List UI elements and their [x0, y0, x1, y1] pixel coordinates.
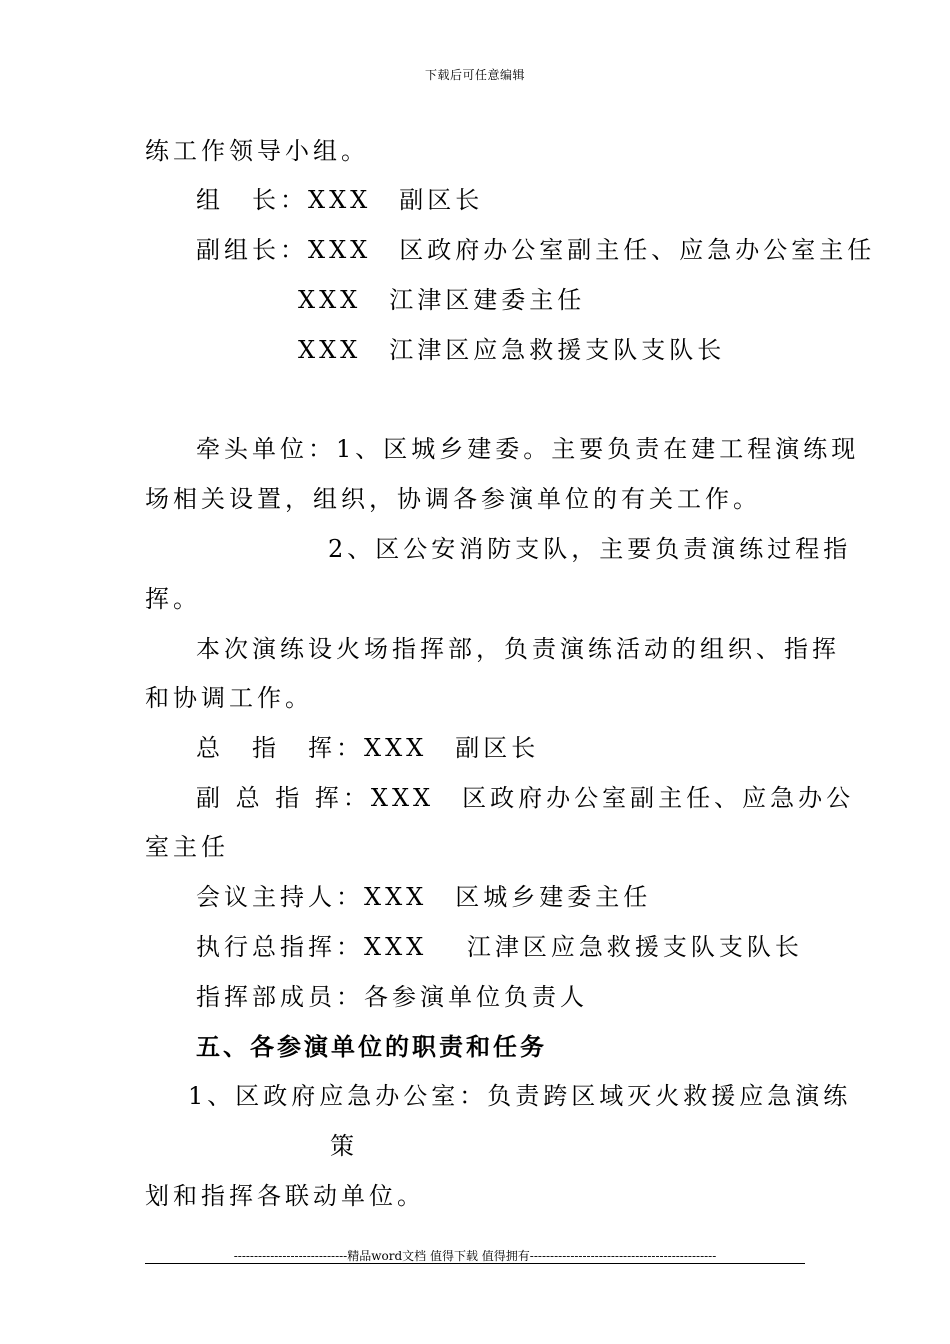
- text-line: XXX 江津区建委主任: [298, 286, 586, 314]
- page-header: 下载后可任意编辑: [424, 68, 525, 82]
- text-line: XXX 江津区应急救援支队支队长: [298, 336, 726, 364]
- text-line: 1、区政府应急办公室：负责跨区域灭火救援应急演练: [188, 1082, 852, 1110]
- text-line: 室主任: [145, 833, 229, 861]
- section-heading: 五、各参演单位的职责和任务: [196, 1032, 547, 1061]
- text-line: 副 总 指 挥：XXX 区政府办公室副主任、应急办公: [196, 784, 855, 812]
- text-line: 2、区公安消防支队，主要负责演练过程指: [328, 535, 852, 563]
- text-line: 本次演练设火场指挥部，负责演练活动的组织、指挥: [196, 635, 840, 663]
- footer-rule: [145, 1263, 805, 1264]
- text-line: 总 指 挥：XXX 副区长: [196, 734, 540, 762]
- text-line: 场相关设置，组织，协调各参演单位的有关工作。: [145, 485, 761, 513]
- text-line: 组 长：XXX 副区长: [196, 186, 484, 214]
- text-line: 和协调工作。: [145, 684, 313, 712]
- text-line: 会议主持人：XXX 区城乡建委主任: [196, 883, 652, 911]
- text-line: 练工作领导小组。: [145, 137, 369, 165]
- text-line: 副组长：XXX 区政府办公室副主任、应急办公室主任: [196, 236, 876, 264]
- text-line: 执行总指挥：XXX 江津区应急救援支队支队长: [196, 933, 803, 961]
- text-line: 挥。: [145, 585, 201, 613]
- page-footer: ----------------------------精品word文档 值得下载 值得拥有----------------------------------------------: [233, 1249, 717, 1263]
- text-line: 牵头单位：1、区城乡建委。主要负责在建工程演练现: [196, 435, 860, 463]
- text-line: 策: [330, 1132, 358, 1160]
- text-line: 指挥部成员：各参演单位负责人: [196, 983, 588, 1011]
- text-line: 划和指挥各联动单位。: [145, 1182, 425, 1210]
